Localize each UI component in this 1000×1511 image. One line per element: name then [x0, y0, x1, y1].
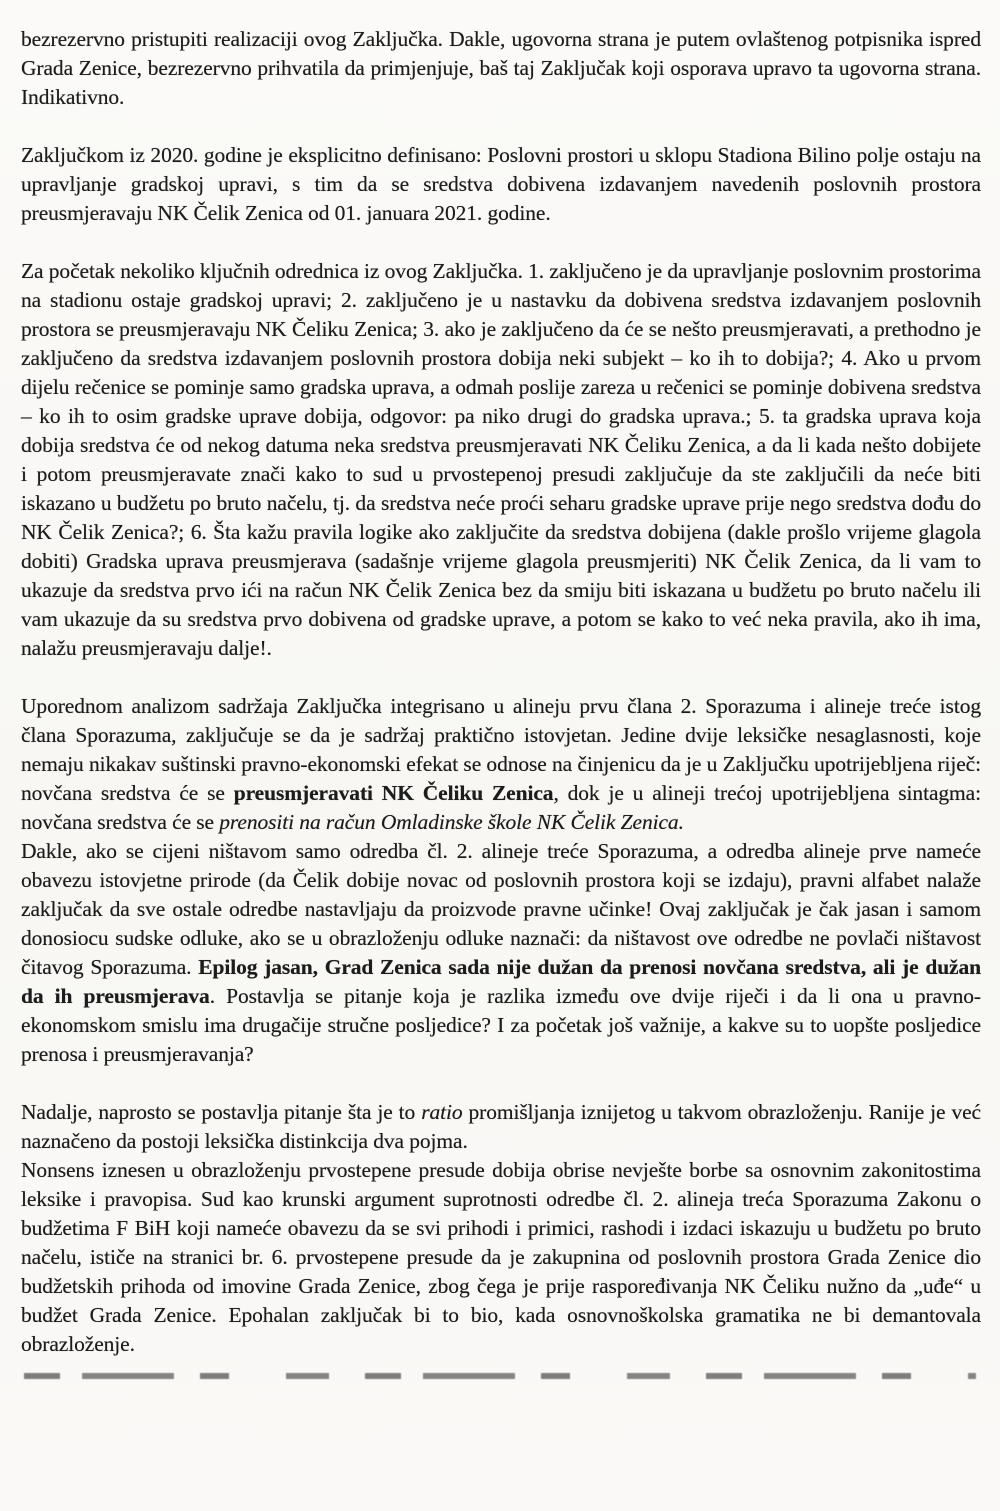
- text-run-normal: promišljanja iznijetog u takvom obrazloženju. Ranije je već naznačeno da postoji leksička distinkcija dva pojma.: [21, 1100, 981, 1153]
- paragraph-6: [21, 1098, 981, 1156]
- text-run-normal: Uporednom analizom sadržaja Zaključka integrisano u alineju prvu člana 2. Sporazuma i alineje treće istog člana Sporazuma, zaključuje se da je sadržaj praktično istovjetan. Jedine dvije leksičke nesaglasnosti, koje nemaju nikakav suštinski pravno-ekonomski efekat se odnose na činjenicu da je u Zaključku upotrijebljena riječ: novčana sredstva će se: [21, 694, 981, 805]
- text-run-normal: Nonsens iznesen u obrazloženju prvostepene presude dobija obrise nevješte borbe sa osnovnim zakonitostima leksike i pravopisa. Sud kao krunski argument suprotnosti odredbe čl. 2. alineja treća Sporazuma Zakonu o budžetima F BiH koji nameće obavezu da se svi prihodi i primici, rashodi i izdaci iskazuju u budžetu po bruto načelu, ističe na stranici br. 6. prvostepene presude da je zakupnina od poslovnih prostora Grada Zenice dio budžetskih prihoda od imovine Grada Zenice, zbog čega je prije raspoređivanja NK Čeliku nužno da „uđe“ u budžet Grada Zenice. Epohalan zaključak bi to bio, kada osnovnoškolska gramatika ne bi demantovala obrazloženje.: [21, 1158, 981, 1356]
- text-run-normal: . Postavlja se pitanje koja je razlika između ove dvije riječi i da li ona u pravno-ekonomskom smislu ima drugačije stručne posljedice? I za početak još važnije, a kakve su to uopšte posljedice prenosa i preusmjeravanja?: [21, 984, 981, 1066]
- text-run-normal: Dakle, ako se cijeni ništavom samo odredba čl. 2. alineje treće Sporazuma, a odredba alineje prve nameće obavezu istovjetne prirode (da Čelik dobije novac od poslovnih prostora koji se izdaju), pravni alfabet nalaže zaključak da sve ostale odredbe nastavljaju da proizvode pravne učinke! Ovaj zaključak je čak jasan i samom donosiocu sudske odluke, ako se u obrazloženju odluke naznači: da ništavost ove odredbe ne povlači ništavost čitavog Sporazuma.: [21, 839, 981, 979]
- text-run-italic: ratio: [421, 1100, 463, 1124]
- text-run-bold: Epilog jasan, Grad Zenica sada nije dužan da prenosi novčana sredstva, ali je dužan da ih preusmjerava: [21, 955, 981, 1008]
- paragraph-4: [21, 692, 981, 837]
- text-run-bold: preusmjeravati NK Čeliku Zenica: [233, 781, 554, 805]
- paragraph-3: [21, 257, 981, 663]
- text-run-normal: , dok je u alineji trećoj upotrijebljena sintagma: novčana sredstva će se: [21, 781, 981, 834]
- paragraph-5: [21, 837, 981, 1069]
- paragraph-2: [21, 141, 981, 228]
- text-run-normal: Zaključkom iz 2020. godine je eksplicitno definisano: Poslovni prostori u sklopu Stadiona Bilino polje ostaju na upravljanje gradskoj upravi, s tim da se sredstva dobivena izdavanjem navedenih poslovnih prostora preusmjeravaju NK Čelik Zenica od 01. januara 2021. godine.: [21, 143, 981, 225]
- text-run-normal: Nadalje, naprosto se postavlja pitanje šta je to: [21, 1100, 422, 1124]
- document-text-body: [21, 25, 981, 1359]
- text-run-normal: Za početak nekoliko ključnih odrednica iz ovog Zaključka. 1. zaključeno je da upravljanje poslovnim prostorima na stadionu ostaje gradskoj upravi; 2. zaključeno je u nastavku da dobivena sredstva izdavanjem poslovnih prostora se preusmjeravaju NK Čeliku Zenica; 3. ako je zaključeno da će se nešto preusmjeravati, a prethodno je zaključeno da sredstva izdavanjem poslovnih prostora dobija neki subjekt – ko ih to dobija?; 4. Ako u prvom dijelu rečenice se pominje samo gradska uprava, a odmah poslije zareza u rečenici se pominje dobivena sredstva – ko ih to osim gradske uprave dobija, odgovor: pa niko drugi do gradska uprava.; 5. ta gradska uprava koja dobija sredstva će od nekog datuma neka sredstva preusmjeravati NK Čeliku Zenica, a da li kada nešto dobijete i potom preusmjeravate znači kako to sud u prvostepenoj presudi zaključuje da ste zaključili da neće biti iskazano u budžetu po bruto načelu, tj. da sredstva neće proći seharu gradske uprave prije nego sredstva dođu do NK Čelik Zenica?; 6. Šta kažu pravila logike ako zaključite da sredstva dobijena (dakle prošlo vrijeme glagola dobiti) Gradska uprava preusmjerava (sadašnje vrijeme glagola preusmjeriti) NK Čelik Zenica, da li vam to ukazuje da sredstva prvo ići na račun NK Čelik Zenica bez da smiju biti iskazana u budžetu po bruto načelu ili vam ukazuje da su sredstva prvo dobivena od gradske uprave, a potom se kako to već neka pravila, ako ih ima, nalažu preusmjeravaju dalje!.: [21, 259, 981, 660]
- text-run-italic: prenositi na račun Omladinske škole NK Čelik Zenica.: [219, 810, 684, 834]
- page-bottom-cutoff-text-line: [24, 1373, 976, 1379]
- paragraph-7: [21, 1156, 981, 1359]
- paragraph-1: [21, 25, 981, 112]
- text-run-normal: bezrezervno pristupiti realizaciji ovog Zaključka. Dakle, ugovorna strana je putem ovlaštenog potpisnika ispred Grada Zenice, bezrezervno prihvatila da primjenjuje, baš taj Zaključak koji osporava upravo ta ugovorna strana. Indikativno.: [21, 27, 981, 109]
